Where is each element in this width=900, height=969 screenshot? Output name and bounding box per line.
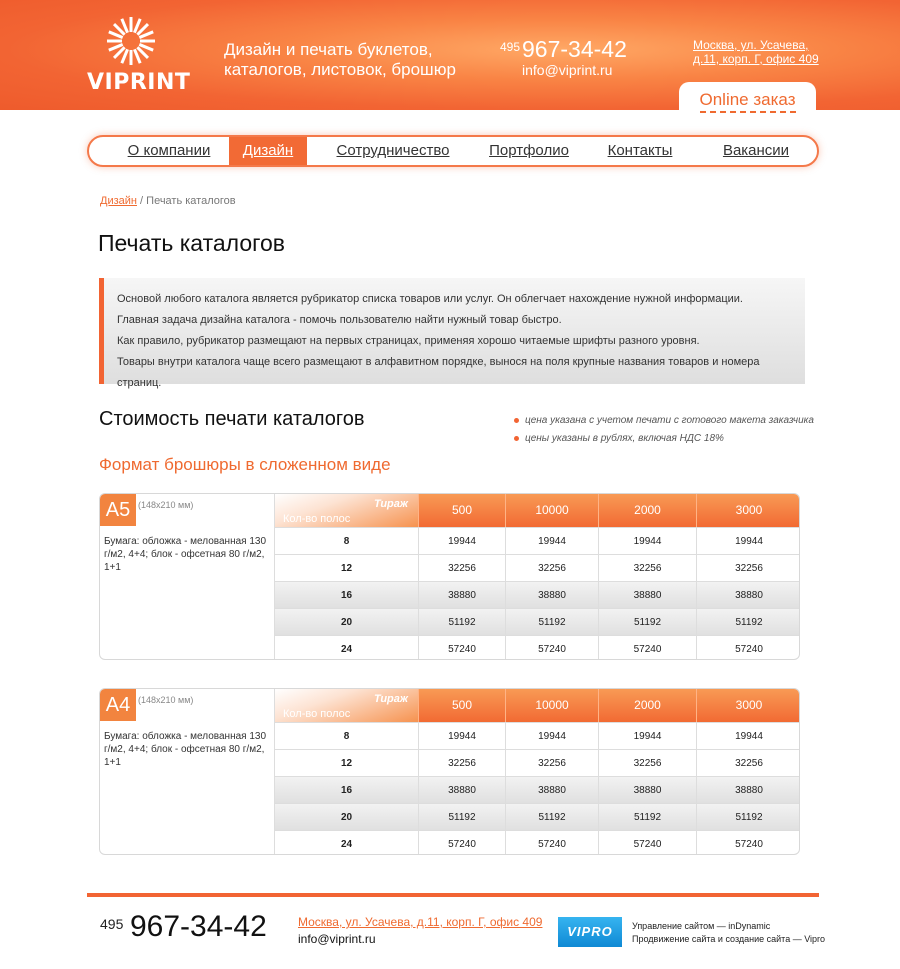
table-cell: 51192 [505, 609, 598, 636]
info-paragraph: Товары внутри каталога чаще всего размещают в алфавитном порядке, вынося на поля крупные названия товаров и номера страниц. [117, 356, 760, 389]
table-row [275, 803, 800, 830]
format-size: (148x210 мм) [138, 500, 194, 510]
table-cell: 19944 [418, 723, 505, 750]
table-cell: 38880 [696, 582, 800, 609]
table-cell: 32256 [418, 750, 505, 777]
header-corner [275, 689, 418, 722]
table-cell: 32256 [696, 750, 800, 777]
breadcrumb [100, 195, 236, 207]
header-address-link[interactable] [693, 38, 819, 66]
table-cell: 16 [340, 590, 353, 601]
note-text: цены указаны в рублях, включая НДС 18% [525, 433, 724, 444]
table-cell: 19944 [696, 723, 800, 750]
nav-item-vacancies[interactable]: Вакансии [722, 142, 790, 159]
table-row [275, 527, 800, 554]
table-cell: 24 [340, 839, 353, 850]
price-heading: Стоимость печати каталогов [99, 408, 365, 430]
column-header: 2000 [598, 494, 696, 527]
table-cell: 57240 [418, 831, 505, 855]
table-cell: 51192 [418, 804, 505, 831]
table-cell: 57240 [696, 636, 800, 660]
table-cell: 51192 [505, 804, 598, 831]
nav-item-about[interactable]: О компании [127, 142, 211, 159]
table-cell: 32256 [598, 555, 696, 582]
column-header: 2000 [598, 689, 696, 722]
table-cell: 19944 [505, 723, 598, 750]
viprint-sunburst-icon[interactable] [104, 14, 158, 68]
nav-item-design[interactable]: Дизайн [229, 137, 307, 165]
online-order-label[interactable]: Online заказ [699, 90, 796, 109]
online-order-button[interactable] [679, 82, 816, 116]
nav-item-cooperation[interactable]: Сотрудничество [336, 142, 450, 159]
table-cell: 57240 [696, 831, 800, 855]
note-item [514, 430, 814, 448]
format-heading: Формат брошюры в сложенном виде [99, 455, 391, 474]
address-line-1[interactable]: Москва, ул. Усачева, [693, 38, 809, 52]
table-cell: 38880 [696, 777, 800, 804]
bullet-icon [514, 418, 519, 423]
table-cell: 51192 [598, 609, 696, 636]
column-header: 10000 [505, 689, 598, 722]
table-row [275, 830, 800, 855]
table-row [275, 608, 800, 635]
table-cell: 38880 [418, 777, 505, 804]
bullet-icon [514, 436, 519, 441]
format-size: (148x210 мм) [138, 695, 194, 705]
online-order-underline [700, 111, 796, 113]
table-cell: 32256 [696, 555, 800, 582]
column-header: 10000 [505, 494, 598, 527]
table-cell: 32256 [505, 555, 598, 582]
table-row [275, 776, 800, 803]
price-notes [514, 412, 814, 448]
nav-item-portfolio[interactable]: Портфолио [489, 142, 569, 159]
column-header: 500 [418, 494, 505, 527]
format-badge: A5 [100, 494, 136, 526]
column-header: 3000 [696, 494, 800, 527]
footer-phone-number: 967-34-42 [130, 910, 267, 943]
table-cell: 57240 [598, 831, 696, 855]
format-badge: A4 [100, 689, 136, 721]
footer-divider [87, 893, 819, 897]
price-table [99, 688, 800, 855]
table-cell: 20 [340, 617, 353, 628]
credit-vipro[interactable]: Продвижение сайта и создание сайта — Vipro [632, 934, 826, 944]
table-cell: 8 [343, 731, 350, 742]
site-header [0, 0, 900, 110]
table-cell: 51192 [418, 609, 505, 636]
table-cell: 19944 [505, 528, 598, 555]
footer-phone-code: 495 [100, 916, 124, 932]
breadcrumb-link-design[interactable]: Дизайн [100, 195, 137, 207]
table-row [275, 554, 800, 581]
table-cell: 19944 [418, 528, 505, 555]
phone-number: 967-34-42 [522, 36, 627, 62]
table-cell: 19944 [598, 528, 696, 555]
table-row [275, 749, 800, 776]
table-cell: 12 [340, 758, 353, 769]
table-cell: 51192 [696, 804, 800, 831]
logo-text[interactable]: VIPRINT [87, 70, 191, 95]
main-nav [87, 135, 819, 167]
logo-ray [130, 17, 133, 32]
table-cell: 20 [340, 812, 353, 823]
nav-item-contacts[interactable]: Контакты [607, 142, 673, 159]
tagline-line-1: Дизайн и печать буклетов, [224, 40, 433, 59]
table-row [275, 722, 800, 749]
info-paragraph: Главная задача дизайна каталога - помочь пользователю найти нужный товар быстро. [117, 314, 562, 326]
header-email[interactable]: info@viprint.ru [522, 62, 613, 78]
header-corner [275, 494, 418, 527]
pages-label: Кол-во полос [283, 513, 351, 525]
table-cell: 32256 [418, 555, 505, 582]
paper-description: Бумага: обложка - мелованная 130 г/м2, 4+4; блок - офсетная 80 г/м2, 1+1 [104, 536, 267, 573]
logo-ray [107, 40, 122, 43]
tagline-line-2: каталогов, листовок, брошюр [224, 60, 456, 79]
price-table [99, 493, 800, 660]
credit-indynamic[interactable]: Управление сайтом — inDynamic [632, 921, 771, 931]
logo-ray [130, 50, 133, 65]
table-cell: 24 [340, 644, 353, 655]
info-paragraph: Основой любого каталога является рубрикатор списка товаров или услуг. Он облегчает нахождение нужной информации. [117, 293, 743, 305]
info-paragraph: Как правило, рубрикатор размещают на первых страницах, применяя хорошо читаемые шрифты разного уровня. [117, 335, 700, 347]
table-row [275, 635, 800, 660]
note-text: цена указана с учетом печати с готового макета заказчика [525, 415, 814, 426]
page-title: Печать каталогов [98, 230, 286, 256]
address-line-2[interactable]: д.11, корп. Г, офис 409 [693, 52, 819, 66]
table-cell: 51192 [598, 804, 696, 831]
info-box [99, 278, 805, 389]
tirazh-label: Тираж [374, 693, 408, 705]
table-cell: 32256 [505, 750, 598, 777]
table-cell: 57240 [505, 831, 598, 855]
paper-description: Бумага: обложка - мелованная 130 г/м2, 4+4; блок - офсетная 80 г/м2, 1+1 [104, 731, 267, 768]
column-header: 3000 [696, 689, 800, 722]
table-cell: 38880 [505, 582, 598, 609]
phone-code: 495 [500, 40, 521, 54]
table-cell: 32256 [598, 750, 696, 777]
logo-ray [140, 40, 155, 43]
table-cell: 19944 [598, 723, 696, 750]
pages-label: Кол-во полос [283, 708, 351, 720]
footer-credits [632, 920, 825, 946]
table-row [275, 581, 800, 608]
note-item [514, 412, 814, 430]
vipro-logo[interactable]: VIPRO [558, 917, 622, 947]
footer-address-link[interactable]: Москва, ул. Усачева, д.11, корп. Г, офис 409 [298, 915, 543, 929]
table-cell: 57240 [505, 636, 598, 660]
table-cell: 38880 [418, 582, 505, 609]
table-cell: 8 [343, 536, 350, 547]
table-cell: 38880 [598, 582, 696, 609]
tirazh-label: Тираж [374, 498, 408, 510]
table-cell: 57240 [598, 636, 696, 660]
table-cell: 51192 [696, 609, 800, 636]
breadcrumb-current: / Печать каталогов [140, 195, 236, 207]
footer-email[interactable]: info@viprint.ru [298, 932, 376, 946]
table-cell: 19944 [696, 528, 800, 555]
table-cell: 57240 [418, 636, 505, 660]
column-header: 500 [418, 689, 505, 722]
table-cell: 38880 [505, 777, 598, 804]
table-cell: 16 [340, 785, 353, 796]
table-cell: 38880 [598, 777, 696, 804]
header-tagline [224, 40, 456, 80]
table-cell: 12 [340, 563, 353, 574]
